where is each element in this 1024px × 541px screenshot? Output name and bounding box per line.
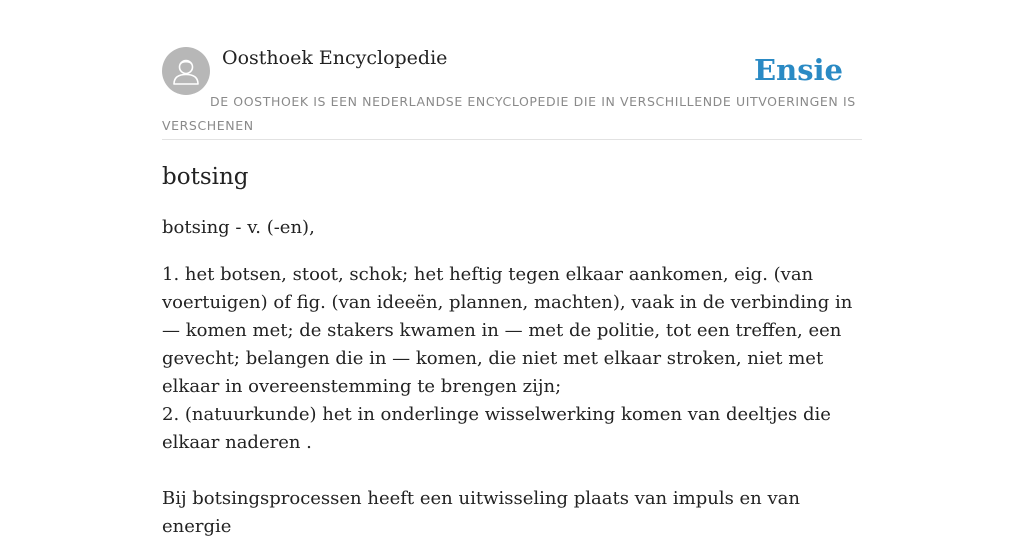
article-paragraph: Bij botsingsprocessen heeft een uitwisseling plaats van impuls en van energie [162,488,800,537]
site-header [162,46,862,140]
person-outline-icon [162,47,210,95]
article-title: botsing [162,164,249,190]
site-tagline: DE OOSTHOEK IS EEN NEDERLANDSE ENCYCLOPEDIE DIE IN VERSCHILLENDE UITVOERINGEN IS VERSCHENEN [162,94,856,133]
user-avatar-icon[interactable] [162,47,210,95]
article-body [162,214,862,541]
site-name-link[interactable]: Oosthoek Encyclopedie [222,47,448,69]
article-headword: botsing - v. (-en), [162,217,315,238]
definition-2: 2. (natuurkunde) het in onderlinge wisselwerking komen van deeltjes die elkaar naderen . [162,404,831,453]
definition-1: 1. het botsen, stoot, schok; het heftig tegen elkaar aankomen, eig. (van voertuigen) of fig. (van ideeën, plannen, machten), vaak in de verbinding in — komen met; de stakers kwamen in — met de politie, tot een treffen, een gevecht; belangen die in — komen, die niet met elkaar stroken, niet met elkaar in overeenstemming te brengen zijn; [162,264,853,397]
ensie-logo-link[interactable]: Ensie [754,53,843,87]
